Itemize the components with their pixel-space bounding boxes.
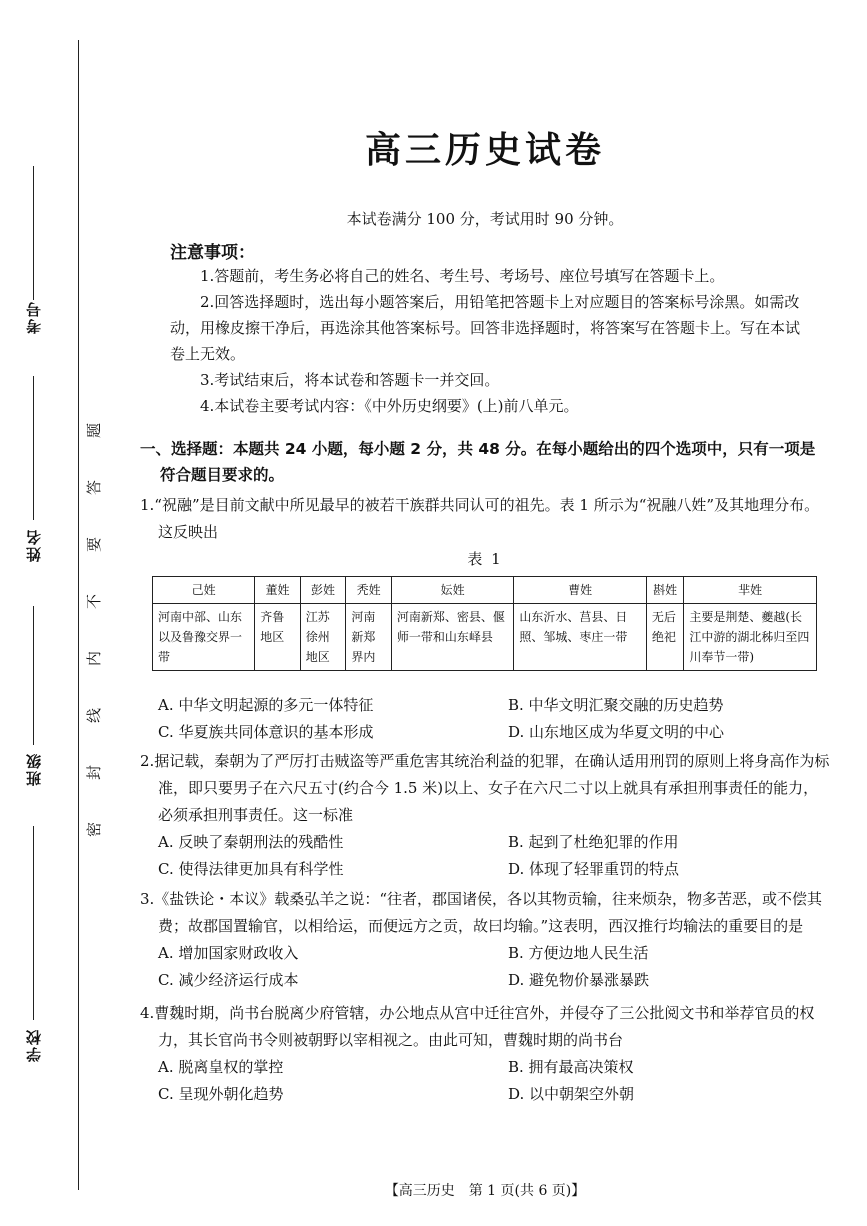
notice-item: 4.本试卷主要考试内容：《中外历史纲要》(上)前八单元。 (200, 397, 579, 415)
table-header: 芈姓 (684, 577, 817, 604)
class-line-wrap (8, 600, 58, 745)
seal-char: 要 (85, 536, 104, 553)
table-header-row (153, 577, 817, 604)
option-d[interactable]: D. 避免物价暴涨暴跌 (508, 971, 650, 989)
name-line-wrap (8, 370, 58, 520)
table-1 (152, 576, 817, 671)
table-header: 彭姓 (300, 577, 346, 604)
seal-char: 内 (85, 650, 104, 667)
option-d[interactable]: D. 体现了轻罪重罚的特点 (508, 860, 680, 878)
table-header: 己姓 (153, 577, 255, 604)
school-label: 学校 (24, 1028, 43, 1062)
notice-item: 3.考试结束后，将本试卷和答题卡一并交回。 (200, 371, 500, 389)
question-3 (140, 886, 830, 994)
question-1 (140, 492, 830, 546)
question-2 (140, 748, 830, 883)
seal-char: 密 (85, 821, 104, 838)
table-cell: 河南新郑、密县、偃师一带和山东峄县 (391, 604, 513, 671)
option-a[interactable]: A. 脱离皇权的掌控 (158, 1058, 284, 1076)
options-grid (140, 829, 830, 883)
question-stem: 1.“祝融”是目前文献中所见最早的被若干族群共同认可的祖先。表 1 所示为“祝融八姓”及其地理分布。这反映出 (140, 496, 820, 541)
seal-char: 题 (85, 422, 104, 439)
question-stem: 4.曹魏时期，尚书台脱离少府管辖，办公地点从宫中迁往宫外，并侵夺了三公批阅文书和举荐官员的权力，其长官尚书令则被朝野以宰相视之。由此可知，曹魏时期的尚书台 (140, 1004, 815, 1049)
table-cell: 山东沂水、莒县、日照、邹城、枣庄一带 (514, 604, 647, 671)
option-c[interactable]: C. 华夏族共同体意识的基本形成 (158, 723, 374, 741)
option-d[interactable]: D. 山东地区成为华夏文明的中心 (508, 723, 725, 741)
table-cell: 无后绝祀 (646, 604, 683, 671)
table-row (153, 604, 817, 671)
seal-char: 不 (85, 593, 104, 610)
option-a[interactable]: A. 中华文明起源的多元一体特征 (158, 696, 374, 714)
option-a[interactable]: A. 增加国家财政收入 (158, 944, 299, 962)
seal-char: 答 (85, 479, 104, 496)
option-b[interactable]: B. 中华文明汇聚交融的历史趋势 (508, 696, 724, 714)
class-label: 班级 (24, 752, 43, 786)
seal-char: 线 (85, 707, 104, 724)
page-footer: 【高三历史 第 1 页(共 6 页)】 (384, 1183, 586, 1199)
option-a[interactable]: A. 反映了秦朝刑法的残酷性 (158, 833, 344, 851)
exam-number-line-wrap (8, 160, 58, 300)
table-header: 曹姓 (514, 577, 647, 604)
table-header: 斟姓 (646, 577, 683, 604)
class-line (33, 606, 34, 745)
question-4 (140, 1000, 830, 1108)
table-header: 董姓 (255, 577, 301, 604)
school-field[interactable] (8, 1028, 58, 1062)
exam-subtitle: 本试卷满分 100 分，考试用时 90 分钟。 (346, 210, 624, 228)
exam-number-label: 考号 (24, 300, 43, 334)
table-cell: 主要是荆楚、夔越(长江中游的湖北秭归至四川奉节一带) (684, 604, 817, 671)
school-line-wrap (8, 820, 58, 1020)
option-b[interactable]: B. 方便边地人民生活 (508, 944, 649, 962)
seal-line-text (84, 420, 104, 840)
option-c[interactable]: C. 减少经济运行成本 (158, 971, 299, 989)
options-grid (140, 940, 830, 994)
option-b[interactable]: B. 拥有最高决策权 (508, 1058, 634, 1076)
question-stem: 3.《盐铁论・本议》载桑弘羊之说：“往者，郡国诸侯，各以其物贡输，往来烦杂，物多苦恶，或不偿其费；故郡国置输官，以相给运，而便远方之贡，故曰均输。”这表明，西汉推行均输法的重要目的是 (140, 890, 822, 935)
option-b[interactable]: B. 起到了杜绝犯罪的作用 (508, 833, 679, 851)
table-cell: 齐鲁地区 (255, 604, 301, 671)
school-line (33, 826, 34, 1020)
table-cell: 河南新郑界内 (346, 604, 392, 671)
options-grid (140, 1054, 830, 1108)
option-c[interactable]: C. 使得法律更加具有科学性 (158, 860, 344, 878)
exam-number-field[interactable] (8, 300, 58, 334)
table-cell: 河南中部、山东以及鲁豫交界一带 (153, 604, 255, 671)
seal-char: 封 (85, 764, 104, 781)
notice-item: 1.答题前，考生务必将自己的姓名、考生号、考场号、座位号填写在答题卡上。 (200, 267, 725, 285)
exam-number-line (33, 166, 34, 300)
table-cell: 江苏徐州地区 (300, 604, 346, 671)
section-heading: 一、选择题：本题共 24 小题，每小题 2 分，共 48 分。在每小题给出的四个选项中，只有一项是符合题目要求的。 (140, 440, 816, 484)
table-header: 秃姓 (346, 577, 392, 604)
name-line (33, 376, 34, 520)
notice-item: 2.回答选择题时，选出每小题答案后，用铅笔把答题卡上对应题目的答案标号涂黑。如需改动，用橡皮擦干净后，再选涂其他答案标号。回答非选择题时，将答案写在答题卡上。写在本试卷上无效。 (170, 293, 801, 363)
option-d[interactable]: D. 以中朝架空外朝 (508, 1085, 635, 1103)
notice-list (170, 263, 810, 419)
page-title: 高三历史试卷 (364, 130, 605, 171)
name-label: 姓名 (24, 528, 43, 562)
table-caption: 表 1 (467, 550, 503, 568)
table-header: 妘姓 (391, 577, 513, 604)
notice-title: 注意事项： (170, 243, 255, 263)
name-field[interactable] (8, 528, 58, 562)
binding-line (78, 40, 79, 1190)
class-field[interactable] (8, 752, 58, 786)
option-c[interactable]: C. 呈现外朝化趋势 (158, 1085, 284, 1103)
question-stem: 2.据记载，秦朝为了严厉打击贼盗等严重危害其统治利益的犯罪，在确认适用刑罚的原则上将身高作为标准，即只要男子在六尺五寸(约合今 1.5 米)以上、女子在六尺二寸以上就具有承担刑事责任的能力，必须承担刑事责任。这一标准 (140, 752, 830, 824)
options-grid (140, 692, 830, 746)
question-1-options (140, 692, 830, 746)
